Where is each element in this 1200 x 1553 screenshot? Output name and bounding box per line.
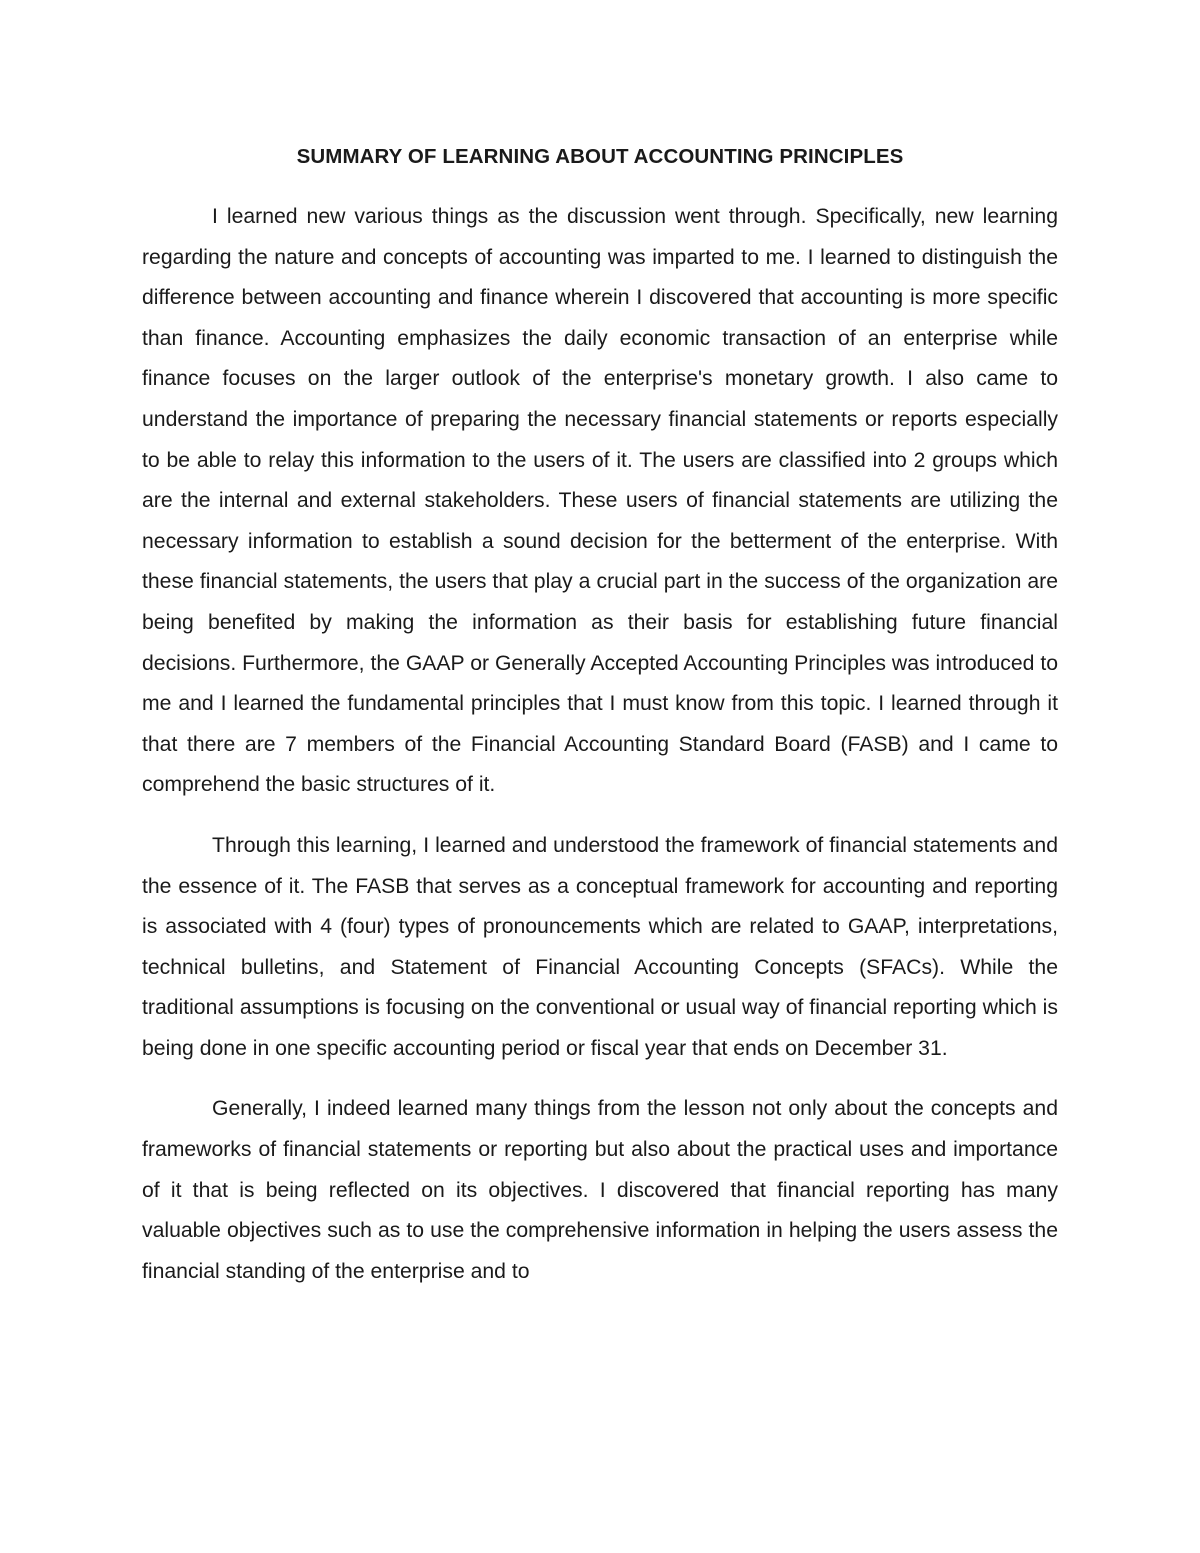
paragraph-1: I learned new various things as the discussion went through. Specifically, new learning regarding the nature and concepts of accounting was imparted to me. I learned to distinguish the difference between accounting and finance wherein I discovered that accounting is more specific than finance. Accounting emphasizes the daily economic transaction of an enterprise while finance focuses on the larger outlook of the enterprise's monetary growth. I also came to understand the importance of preparing the necessary financial statements or reports especially to be able to relay this information to the users of it. The users are classified into 2 groups which are the internal and external stakeholders. These users of financial statements are utilizing the necessary information to establish a sound decision for the betterment of the enterprise. With these financial statements, the users that play a crucial part in the success of the organization are being benefited by making the information as their basis for establishing future financial decisions. Furthermore, the GAAP or Generally Accepted Accounting Principles was introduced to me and I learned the fundamental principles that I must know from this topic. I learned through it that there are 7 members of the Financial Accounting Standard Board (FASB) and I came to comprehend the basic structures of it. <box>142 205 1058 797</box>
document-title: SUMMARY OF LEARNING ABOUT ACCOUNTING PRINCIPLES <box>296 145 904 168</box>
paragraph-2: Through this learning, I learned and understood the framework of financial statements and the essence of it. The FASB that serves as a conceptual framework for accounting and reporting is associated with 4 (four) types of pronouncements which are related to GAAP, interpretations, technical bulletins, and Statement of Financial Accounting Concepts (SFACs). While the traditional assumptions is focusing on the conventional or usual way of financial reporting which is being done in one specific accounting period or fiscal year that ends on December 31. <box>142 833 1058 1060</box>
document-body <box>142 197 1058 1292</box>
paragraph-3: Generally, I indeed learned many things from the lesson not only about the concepts and frameworks of financial statements or reporting but also about the practical uses and importance of it that is being reflected on its objectives. I discovered that financial reporting has many valuable objectives such as to use the comprehensive information in helping the users assess the financial standing of the enterprise and to <box>142 1097 1058 1283</box>
